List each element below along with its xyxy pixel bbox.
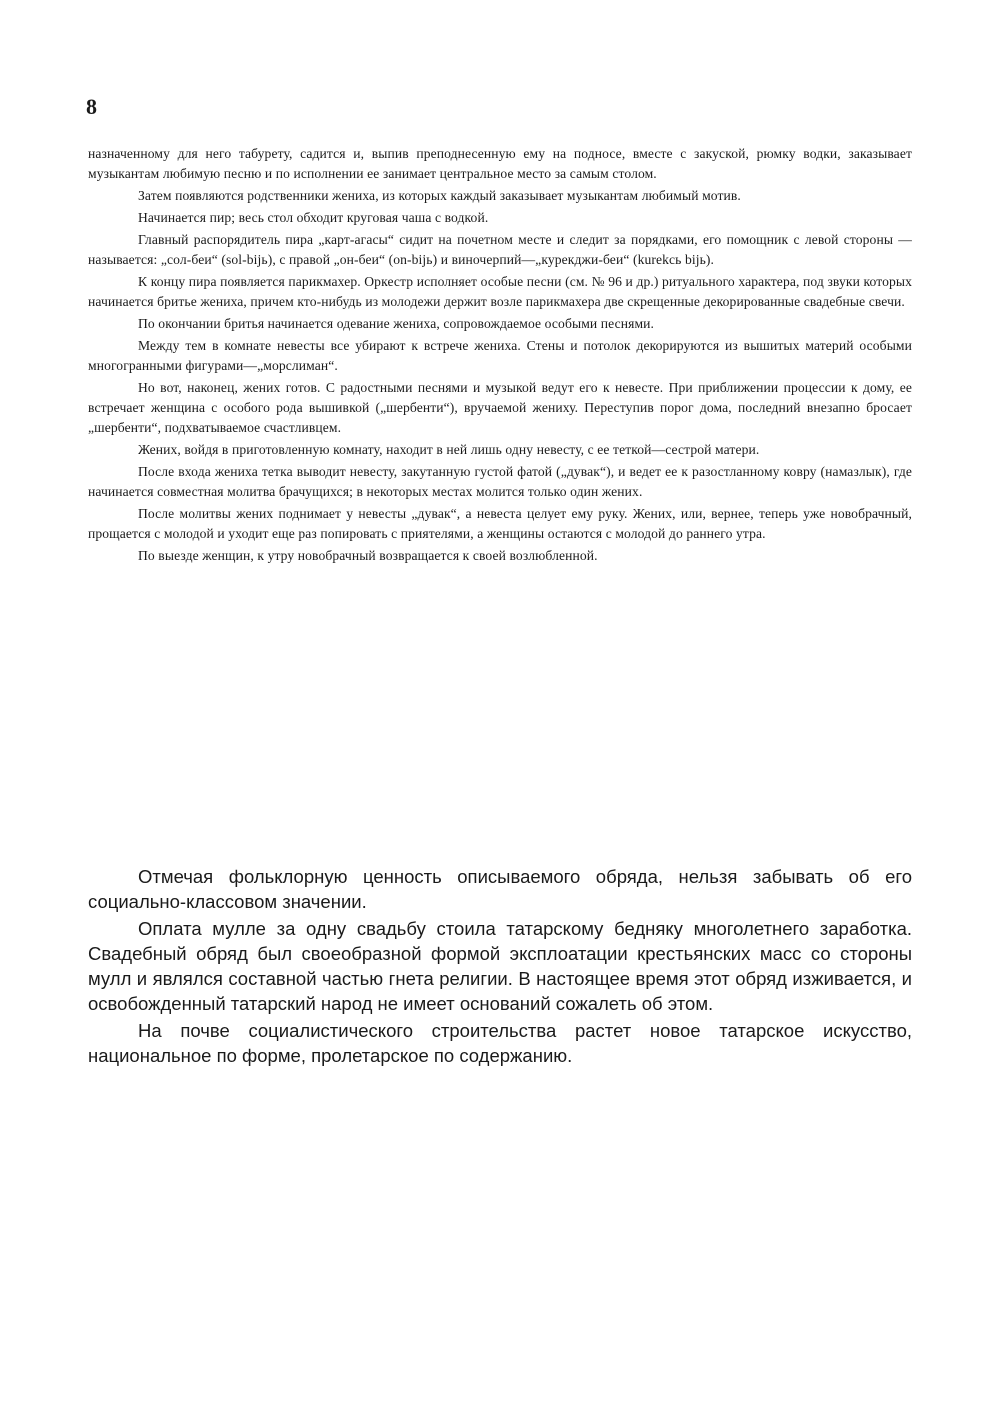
- paragraph: По выезде женщин, к утру новобрачный возвращается к своей возлюбленной.: [138, 548, 598, 563]
- paragraph: Оплата мулле за одну свадьбу стоила татарскому бедняку многолетнего заработка. Свадебный обряд был своеобразной формой эксплоатации крестьянских масс со стороны мулл и являлся составной частью гнета религии. В настоящее время этот обряд изживается, и освобожденный татарский народ не имеет оснований сожалеть об этом.: [88, 918, 912, 1014]
- paragraph: Жених, войдя в приготовленную комнату, находит в ней лишь одну невесту, с ее теткой—сестрой матери.: [138, 442, 760, 457]
- paragraph: Главный распорядитель пира „карт-агасы“ сидит на почетном месте и следит за порядками, его помощник с левой стороны — называется: „сол-беи“ (sol-bijь), с правой „он-беи“ (on-bijь) и виночерпий—„курекджи-беи“ (kurekcь bijь).: [88, 232, 912, 267]
- paragraph: После молитвы жених поднимает у невесты „дувак“, а невеста целует ему руку. Жених, или, вернее, теперь уже новобрачный, прощается с молодой и уходит еще раз попировать с приятелями, а женщины остаются с молодой до раннего утра.: [88, 506, 912, 541]
- ritual-description-section: [88, 144, 912, 568]
- paragraph: К концу пира появляется парикмахер. Оркестр исполняет особые песни (см. № 96 и др.) ритуального характера, под звуки которых начинается бритье жениха, причем кто-нибудь из молодежи держит возле парикмахера две скрещенные декорированные свадебные свечи.: [88, 274, 912, 309]
- page-number: 8: [86, 94, 97, 119]
- paragraph: назначенному для него табурету, садится и, выпив преподнесенную ему на подносе, вместе с закуской, рюмку водки, заказывает музыкантам любимую песню и по исполнении ее занимает центральное место за самым столом.: [88, 146, 912, 181]
- paragraph: Затем появляются родственники жениха, из которых каждый заказывает музыкантам любимый мотив.: [138, 188, 741, 203]
- paragraph: После входа жениха тетка выводит невесту, закутанную густой фатой („дувак“), и ведет ее к разостланному ковру (намазлык), где начинается совместная молитва брачущихся; в некоторых местах молится только один жених.: [88, 464, 912, 499]
- paragraph: Между тем в комнате невесты все убирают к встрече жениха. Стены и потолок декорируются из вышитых материй особыми многогранными фигурами—„морслиман“.: [88, 338, 912, 373]
- paragraph: Начинается пир; весь стол обходит круговая чаша с водкой.: [138, 210, 489, 225]
- paragraph: На почве социалистического строительства растет новое татарское искусство, национальное по форме, пролетарское по содержанию.: [88, 1020, 912, 1066]
- paragraph: По окончании бритья начинается одевание жениха, сопровождаемое особыми песнями.: [138, 316, 655, 331]
- paragraph: Но вот, наконец, жених готов. С радостными песнями и музыкой ведут его к невесте. При приближении процессии к дому, ее встречает женщина с особого рода вышивкой („шербенти“), вручаемой жениху. Переступив порог дома, последний внезапно бросает „шербенти“, подхватываемое счастливцем.: [88, 380, 912, 435]
- paragraph: Отмечая фольклорную ценность описываемого обряда, нельзя забывать об его социально-классовом значении.: [88, 866, 912, 912]
- conclusion-section: [88, 864, 912, 1070]
